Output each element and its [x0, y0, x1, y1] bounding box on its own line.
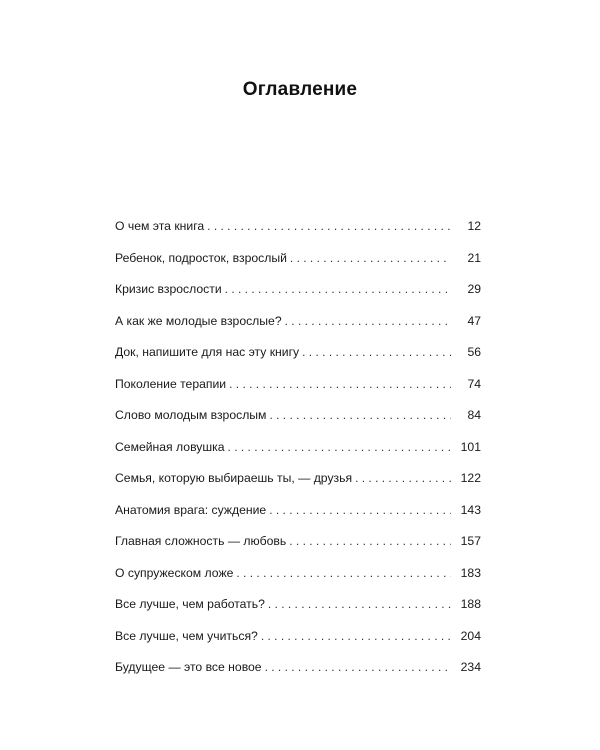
toc-entry-title: Док, напишите для нас эту книгу	[115, 345, 300, 359]
toc-entry-title: Все лучше, чем работать?	[115, 597, 265, 611]
toc-entry-page-number: 188	[460, 597, 481, 611]
toc-entry	[115, 313, 481, 345]
page-title: Оглавление	[242, 79, 358, 100]
toc-entry	[115, 502, 481, 534]
toc-entry	[115, 250, 481, 282]
toc-entry-title: Анатомия врага: суждение	[115, 502, 267, 517]
toc-entry	[115, 533, 481, 565]
dot-leader	[268, 596, 451, 612]
toc-entry-page-number: 157	[460, 534, 481, 548]
toc-entry-title: О супружеском ложе	[115, 565, 234, 580]
dot-leader	[290, 250, 451, 266]
toc-entry-title: Ребенок, подросток, взрослый	[115, 250, 287, 265]
dot-leader	[265, 659, 451, 675]
dot-leader	[228, 439, 451, 455]
dot-leader	[302, 344, 451, 360]
toc-entry	[115, 407, 481, 439]
toc-entry	[115, 439, 481, 471]
toc-entry	[115, 596, 481, 628]
toc-entry-page-number: 74	[467, 376, 481, 391]
toc-entry-title: Поколение терапии	[115, 376, 227, 391]
toc-entry	[115, 281, 481, 313]
toc-entry-page-number: 101	[460, 439, 481, 454]
dot-leader	[236, 565, 451, 581]
toc-entry-page-number: 29	[467, 282, 481, 296]
toc-entry-page-number: 122	[460, 471, 481, 485]
toc-entry-page-number: 183	[460, 565, 481, 580]
toc-entry-title: Будущее — это все новое	[115, 660, 262, 674]
dot-leader	[289, 533, 451, 549]
toc-entry	[115, 628, 481, 660]
toc-entry	[115, 565, 481, 597]
table-of-contents	[115, 218, 481, 691]
toc-entry-page-number: 21	[467, 250, 481, 265]
toc-entry-page-number: 47	[467, 313, 481, 328]
toc-entry	[115, 344, 481, 376]
toc-entry-page-number: 56	[467, 345, 481, 359]
toc-entry-title: Семейная ловушка	[115, 439, 225, 454]
toc-entry-page-number: 234	[460, 660, 481, 674]
toc-entry	[115, 470, 481, 502]
dot-leader	[261, 628, 451, 644]
toc-entry-title: О чем эта книга	[115, 219, 205, 233]
dot-leader	[225, 281, 451, 297]
toc-entry-title: Главная сложность — любовь	[115, 534, 287, 548]
toc-entry-title: Семья, которую выбираешь ты, — друзья	[115, 471, 353, 485]
toc-entry	[115, 659, 481, 691]
toc-entry-page-number: 12	[467, 219, 481, 233]
toc-entry-title: А как же молодые взрослые?	[115, 313, 282, 328]
toc-entry	[115, 218, 481, 250]
dot-leader	[269, 407, 451, 423]
dot-leader	[285, 313, 451, 329]
toc-entry-page-number: 143	[460, 502, 481, 517]
toc-entry-page-number: 84	[467, 408, 481, 422]
toc-entry-title: Кризис взрослости	[115, 282, 222, 296]
toc-entry-title: Все лучше, чем учиться?	[115, 628, 258, 643]
dot-leader	[229, 376, 451, 392]
dot-leader	[355, 470, 451, 486]
toc-entry-title: Слово молодым взрослым	[115, 408, 267, 422]
dot-leader	[207, 218, 451, 234]
dot-leader	[269, 502, 451, 518]
toc-entry	[115, 376, 481, 408]
toc-entry-page-number: 204	[460, 628, 481, 643]
